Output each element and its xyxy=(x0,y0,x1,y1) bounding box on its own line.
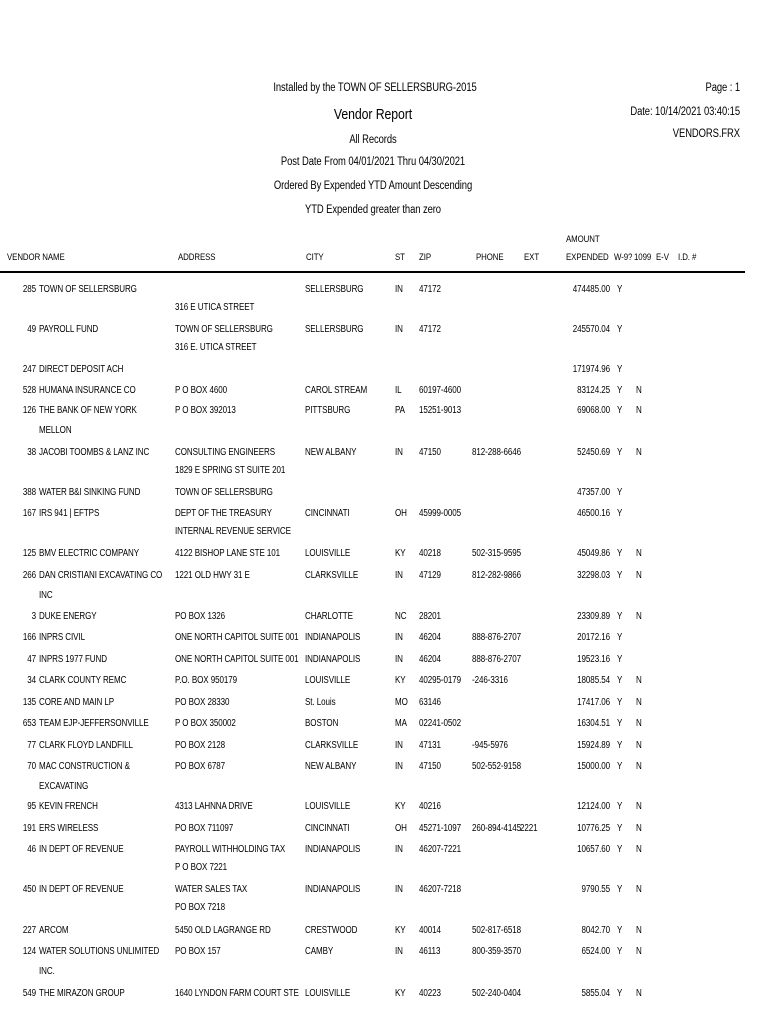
state: OH xyxy=(395,823,407,834)
table-row xyxy=(0,611,770,631)
vendor-name: ERS WIRELESS xyxy=(39,823,99,834)
city: CINCINNATI xyxy=(305,508,350,519)
form-1099-flag: N xyxy=(636,675,642,686)
vendor-id: 191 xyxy=(22,823,36,834)
vendor-name: MAC CONSTRUCTION & xyxy=(39,761,130,772)
vendor-name: ARCOM xyxy=(39,925,69,936)
vendor-name: WATER B&I SINKING FUND xyxy=(39,487,141,498)
vendor-name: DAN CRISTIANI EXCAVATING CO xyxy=(39,570,163,581)
col-phone: PHONE xyxy=(476,252,504,263)
table-row xyxy=(0,946,770,977)
table-row xyxy=(0,988,770,1008)
phone: 888-876-2707 xyxy=(472,654,522,665)
amount-expended: 47357.00 xyxy=(577,487,610,498)
address-line1: P O BOX 350002 xyxy=(175,718,236,729)
state: NC xyxy=(395,611,407,622)
zip: 47131 xyxy=(419,740,441,751)
amount-expended: 15924.89 xyxy=(577,740,610,751)
city: BOSTON xyxy=(305,718,339,729)
address-line2: 1829 E SPRING ST SUITE 201 xyxy=(175,465,286,476)
amount-expended: 15000.00 xyxy=(577,761,610,772)
vendor-id: 124 xyxy=(22,946,36,957)
w9-flag: Y xyxy=(617,611,623,622)
vendor-name: BMV ELECTRIC COMPANY xyxy=(39,548,139,559)
zip: 47150 xyxy=(419,761,441,772)
amount-expended: 12124.00 xyxy=(577,801,610,812)
state: IN xyxy=(395,761,403,772)
phone: 502-240-0404 xyxy=(472,988,522,999)
vendor-name: IRS 941 | EFTPS xyxy=(39,508,100,519)
city: SELLERSBURG xyxy=(305,284,364,295)
city: LOUISVILLE xyxy=(305,988,351,999)
form-1099-flag: N xyxy=(636,884,642,895)
table-row xyxy=(0,884,770,913)
ordered-by-line: Ordered By Expended YTD Amount Descending xyxy=(273,180,473,192)
form-1099-flag: N xyxy=(636,925,642,936)
vendor-id: 247 xyxy=(22,364,36,375)
form-1099-flag: N xyxy=(636,447,642,458)
vendor-name: TOWN OF SELLERSBURG xyxy=(39,284,137,295)
w9-flag: Y xyxy=(617,761,623,772)
table-row xyxy=(0,844,770,873)
form-1099-flag: N xyxy=(636,405,642,416)
state: OH xyxy=(395,508,407,519)
report-date: Date: 10/14/2021 03:40:15 xyxy=(630,106,740,118)
state: KY xyxy=(395,801,406,812)
city: NEW ALBANY xyxy=(305,761,357,772)
table-row xyxy=(0,548,770,568)
zip: 40216 xyxy=(419,801,441,812)
table-row xyxy=(0,632,770,652)
w9-flag: Y xyxy=(617,405,623,416)
zip: 60197-4600 xyxy=(419,385,462,396)
state: IN xyxy=(395,447,403,458)
col-1099: 1099 xyxy=(634,252,652,263)
form-1099-flag: N xyxy=(636,697,642,708)
phone: -246-3316 xyxy=(472,675,508,686)
address-line1: 4122 BISHOP LANE STE 101 xyxy=(175,548,281,559)
zip: 02241-0502 xyxy=(419,718,462,729)
w9-flag: Y xyxy=(617,925,623,936)
ext: 2221 xyxy=(520,823,538,834)
address-line1: PO BOX 1326 xyxy=(175,611,226,622)
form-1099-flag: N xyxy=(636,718,642,729)
address-line1: PO BOX 6787 xyxy=(175,761,226,772)
vendor-name-cont: INC xyxy=(39,590,53,601)
zip: 45999-0005 xyxy=(419,508,462,519)
w9-flag: Y xyxy=(617,823,623,834)
w9-flag: Y xyxy=(617,632,623,643)
vendor-name: THE BANK OF NEW YORK xyxy=(39,405,137,416)
table-row xyxy=(0,447,770,476)
amount-expended: 171974.96 xyxy=(572,364,610,375)
address-line1: ONE NORTH CAPITOL SUITE 001 xyxy=(175,654,299,665)
vendor-id: 95 xyxy=(27,801,36,812)
table-row xyxy=(0,718,770,738)
vendor-id: 126 xyxy=(22,405,36,416)
table-row xyxy=(0,405,770,436)
vendor-id: 49 xyxy=(27,324,36,335)
amount-expended: 5855.04 xyxy=(581,988,610,999)
address-line1: ONE NORTH CAPITOL SUITE 001 xyxy=(175,632,299,643)
w9-flag: Y xyxy=(617,654,623,665)
city: LOUISVILLE xyxy=(305,548,351,559)
w9-flag: Y xyxy=(617,884,623,895)
vendor-name: DIRECT DEPOSIT ACH xyxy=(39,364,124,375)
address-line1: TOWN OF SELLERSBURG xyxy=(175,324,273,335)
vendor-name: CLARK FLOYD LANDFILL xyxy=(39,740,133,751)
vendor-name-cont: INC. xyxy=(39,966,55,977)
amount-expended: 17417.06 xyxy=(577,697,610,708)
table-row xyxy=(0,740,770,760)
header-rule xyxy=(0,271,745,273)
w9-flag: Y xyxy=(617,988,623,999)
state: IN xyxy=(395,324,403,335)
address-line1: PO BOX 28330 xyxy=(175,697,230,708)
state: IN xyxy=(395,284,403,295)
form-1099-flag: N xyxy=(636,801,642,812)
address-line2: P O BOX 7221 xyxy=(175,862,228,873)
amount-expended: 69068.00 xyxy=(577,405,610,416)
state: MA xyxy=(395,718,407,729)
w9-flag: Y xyxy=(617,487,623,498)
scope-line: All Records xyxy=(349,134,397,146)
phone: 502-315-9595 xyxy=(472,548,522,559)
w9-flag: Y xyxy=(617,740,623,751)
amount-expended: 245570.04 xyxy=(572,324,610,335)
table-row xyxy=(0,570,770,601)
zip: 46207-7218 xyxy=(419,884,462,895)
filter-line: YTD Expended greater than zero xyxy=(305,204,441,216)
amount-expended: 8042.70 xyxy=(581,925,610,936)
zip: 46113 xyxy=(419,946,441,957)
amount-expended: 52450.69 xyxy=(577,447,610,458)
amount-expended: 10657.60 xyxy=(577,844,610,855)
zip: 47150 xyxy=(419,447,441,458)
vendor-name: IN DEPT OF REVENUE xyxy=(39,844,124,855)
zip: 46204 xyxy=(419,654,441,665)
w9-flag: Y xyxy=(617,697,623,708)
amount-expended: 46500.16 xyxy=(577,508,610,519)
vendor-name: PAYROLL FUND xyxy=(39,324,99,335)
vendor-id: 450 xyxy=(22,884,36,895)
zip: 46204 xyxy=(419,632,441,643)
address-line1: 1640 LYNDON FARM COURT STE xyxy=(175,988,299,999)
form-1099-flag: N xyxy=(636,988,642,999)
table-row xyxy=(0,823,770,843)
city: CLARKSVILLE xyxy=(305,570,359,581)
zip: 47129 xyxy=(419,570,441,581)
table-row xyxy=(0,324,770,353)
city: NEW ALBANY xyxy=(305,447,357,458)
vendor-name-cont: MELLON xyxy=(39,425,72,436)
city: SELLERSBURG xyxy=(305,324,364,335)
city: CAROL STREAM xyxy=(305,385,368,396)
vendor-name-cont: EXCAVATING xyxy=(39,781,89,792)
vendor-name: KEVIN FRENCH xyxy=(39,801,98,812)
zip: 40223 xyxy=(419,988,441,999)
form-1099-flag: N xyxy=(636,570,642,581)
state: IN xyxy=(395,632,403,643)
state: IN xyxy=(395,654,403,665)
vendor-id: 388 xyxy=(22,487,36,498)
state: KY xyxy=(395,548,406,559)
page-number: Page : 1 xyxy=(705,82,740,94)
vendor-id: 125 xyxy=(22,548,36,559)
col-st: ST xyxy=(395,252,405,263)
city: LOUISVILLE xyxy=(305,675,351,686)
post-date-line: Post Date From 04/01/2021 Thru 04/30/2021 xyxy=(280,156,466,168)
address-line1: 1221 OLD HWY 31 E xyxy=(175,570,250,581)
zip: 47172 xyxy=(419,284,441,295)
phone: 812-288-6646 xyxy=(472,447,522,458)
amount-expended: 18085.54 xyxy=(577,675,610,686)
address-line1: WATER SALES TAX xyxy=(175,884,248,895)
form-1099-flag: N xyxy=(636,761,642,772)
zip: 40014 xyxy=(419,925,441,936)
vendor-id: 227 xyxy=(22,925,36,936)
w9-flag: Y xyxy=(617,570,623,581)
amount-expended: 23309.89 xyxy=(577,611,610,622)
vendor-id: 46 xyxy=(27,844,36,855)
table-row xyxy=(0,508,770,537)
address-line2: INTERNAL REVENUE SERVICE xyxy=(175,526,291,537)
vendor-id: 3 xyxy=(31,611,36,622)
amount-expended: 10776.25 xyxy=(577,823,610,834)
address-line1: P O BOX 4600 xyxy=(175,385,228,396)
address-line1: PO BOX 711097 xyxy=(175,823,234,834)
w9-flag: Y xyxy=(617,364,623,375)
state: KY xyxy=(395,675,406,686)
phone: 502-552-9158 xyxy=(472,761,522,772)
zip: 63146 xyxy=(419,697,441,708)
w9-flag: Y xyxy=(617,675,623,686)
vendor-name: TEAM EJP-JEFFERSONVILLE xyxy=(39,718,149,729)
amount-expended: 32298.03 xyxy=(577,570,610,581)
address-line1: CONSULTING ENGINEERS xyxy=(175,447,275,458)
col-ev: E-V xyxy=(656,252,669,263)
vendor-name: CORE AND MAIN LP xyxy=(39,697,115,708)
col-id: I.D. # xyxy=(678,252,697,263)
table-row xyxy=(0,801,770,821)
table-row xyxy=(0,697,770,717)
col-amount: AMOUNT xyxy=(566,234,600,245)
w9-flag: Y xyxy=(617,324,623,335)
table-row xyxy=(0,284,770,313)
zip: 46207-7221 xyxy=(419,844,462,855)
vendor-id: 70 xyxy=(27,761,36,772)
amount-expended: 6524.00 xyxy=(581,946,610,957)
address-line2: 316 E UTICA STREET xyxy=(175,302,255,313)
w9-flag: Y xyxy=(617,447,623,458)
w9-flag: Y xyxy=(617,801,623,812)
zip: 45271-1097 xyxy=(419,823,462,834)
col-zip: ZIP xyxy=(419,252,431,263)
phone: 812-282-9866 xyxy=(472,570,522,581)
state: IN xyxy=(395,844,403,855)
phone: -945-5976 xyxy=(472,740,508,751)
zip: 40218 xyxy=(419,548,441,559)
address-line1: P O BOX 392013 xyxy=(175,405,236,416)
city: CLARKSVILLE xyxy=(305,740,359,751)
state: MO xyxy=(395,697,408,708)
vendor-id: 266 xyxy=(22,570,36,581)
vendor-id: 549 xyxy=(22,988,36,999)
city: PITTSBURG xyxy=(305,405,351,416)
vendor-id: 653 xyxy=(22,718,36,729)
vendor-name: WATER SOLUTIONS UNLIMITED xyxy=(39,946,160,957)
col-city: CITY xyxy=(306,252,324,263)
zip: 40295-0179 xyxy=(419,675,462,686)
city: INDIANAPOLIS xyxy=(305,632,361,643)
phone: 502-817-6518 xyxy=(472,925,522,936)
city: St. Louis xyxy=(305,697,336,708)
w9-flag: Y xyxy=(617,946,623,957)
city: CAMBY xyxy=(305,946,334,957)
table-row xyxy=(0,675,770,695)
form-1099-flag: N xyxy=(636,823,642,834)
col-address: ADDRESS xyxy=(178,252,216,263)
phone: 260-894-4145 xyxy=(472,823,522,834)
amount-expended: 474485.00 xyxy=(572,284,610,295)
phone: 800-359-3570 xyxy=(472,946,522,957)
form-1099-flag: N xyxy=(636,844,642,855)
vendor-name: IN DEPT OF REVENUE xyxy=(39,884,124,895)
state: IN xyxy=(395,740,403,751)
city: INDIANAPOLIS xyxy=(305,654,361,665)
city: CHARLOTTE xyxy=(305,611,353,622)
table-row xyxy=(0,364,770,384)
address-line1: TOWN OF SELLERSBURG xyxy=(175,487,273,498)
state: IN xyxy=(395,884,403,895)
address-line1: PO BOX 157 xyxy=(175,946,221,957)
state: KY xyxy=(395,925,406,936)
vendor-id: 47 xyxy=(27,654,36,665)
vendor-id: 285 xyxy=(22,284,36,295)
table-row xyxy=(0,761,770,792)
amount-expended: 9790.55 xyxy=(581,884,610,895)
vendor-name: INPRS CIVIL xyxy=(39,632,85,643)
vendor-name: THE MIRAZON GROUP xyxy=(39,988,125,999)
address-line1: 5450 OLD LAGRANGE RD xyxy=(175,925,271,936)
state: KY xyxy=(395,988,406,999)
amount-expended: 19523.16 xyxy=(577,654,610,665)
address-line1: PAYROLL WITHHOLDING TAX xyxy=(175,844,286,855)
w9-flag: Y xyxy=(617,508,623,519)
address-line1: P.O. BOX 950179 xyxy=(175,675,238,686)
zip: 47172 xyxy=(419,324,441,335)
amount-expended: 16304.51 xyxy=(577,718,610,729)
city: LOUISVILLE xyxy=(305,801,351,812)
form-1099-flag: N xyxy=(636,740,642,751)
col-w9: W-9? xyxy=(614,252,633,263)
col-expended: EXPENDED xyxy=(566,252,609,263)
table-row xyxy=(0,385,770,405)
table-row xyxy=(0,487,770,507)
zip: 28201 xyxy=(419,611,441,622)
amount-expended: 83124.25 xyxy=(577,385,610,396)
w9-flag: Y xyxy=(617,284,623,295)
w9-flag: Y xyxy=(617,385,623,396)
table-row xyxy=(0,654,770,674)
w9-flag: Y xyxy=(617,718,623,729)
report-title: Vendor Report xyxy=(333,106,413,123)
vendor-id: 135 xyxy=(22,697,36,708)
vendor-id: 34 xyxy=(27,675,36,686)
state: IN xyxy=(395,570,403,581)
address-line1: 4313 LAHNNA DRIVE xyxy=(175,801,253,812)
city: INDIANAPOLIS xyxy=(305,884,361,895)
w9-flag: Y xyxy=(617,548,623,559)
city: INDIANAPOLIS xyxy=(305,844,361,855)
zip: 15251-9013 xyxy=(419,405,462,416)
vendor-name: JACOBI TOOMBS & LANZ INC xyxy=(39,447,150,458)
vendor-name: DUKE ENERGY xyxy=(39,611,97,622)
amount-expended: 20172.16 xyxy=(577,632,610,643)
installed-by-line: Installed by the TOWN OF SELLERSBURG-2015 xyxy=(273,82,477,94)
vendor-id: 166 xyxy=(22,632,36,643)
report-file: VENDORS.FRX xyxy=(672,128,740,140)
amount-expended: 45049.86 xyxy=(577,548,610,559)
col-vendor-name: VENDOR NAME xyxy=(7,252,65,263)
state: IL xyxy=(395,385,402,396)
form-1099-flag: N xyxy=(636,548,642,559)
vendor-id: 167 xyxy=(22,508,36,519)
vendor-name: HUMANA INSURANCE CO xyxy=(39,385,136,396)
vendor-id: 77 xyxy=(27,740,36,751)
address-line1: DEPT OF THE TREASURY xyxy=(175,508,272,519)
state: PA xyxy=(395,405,405,416)
address-line2: PO BOX 7218 xyxy=(175,902,226,913)
table-row xyxy=(0,925,770,945)
city: CRESTWOOD xyxy=(305,925,358,936)
address-line2: 316 E. UTICA STREET xyxy=(175,342,257,353)
vendor-name: CLARK COUNTY REMC xyxy=(39,675,127,686)
state: IN xyxy=(395,946,403,957)
address-line1: PO BOX 2128 xyxy=(175,740,226,751)
city: CINCINNATI xyxy=(305,823,350,834)
col-ext: EXT xyxy=(524,252,540,263)
vendor-id: 38 xyxy=(27,447,36,458)
vendor-id: 528 xyxy=(22,385,36,396)
form-1099-flag: N xyxy=(636,946,642,957)
w9-flag: Y xyxy=(617,844,623,855)
phone: 888-876-2707 xyxy=(472,632,522,643)
form-1099-flag: N xyxy=(636,611,642,622)
vendor-name: INPRS 1977 FUND xyxy=(39,654,107,665)
form-1099-flag: N xyxy=(636,385,642,396)
